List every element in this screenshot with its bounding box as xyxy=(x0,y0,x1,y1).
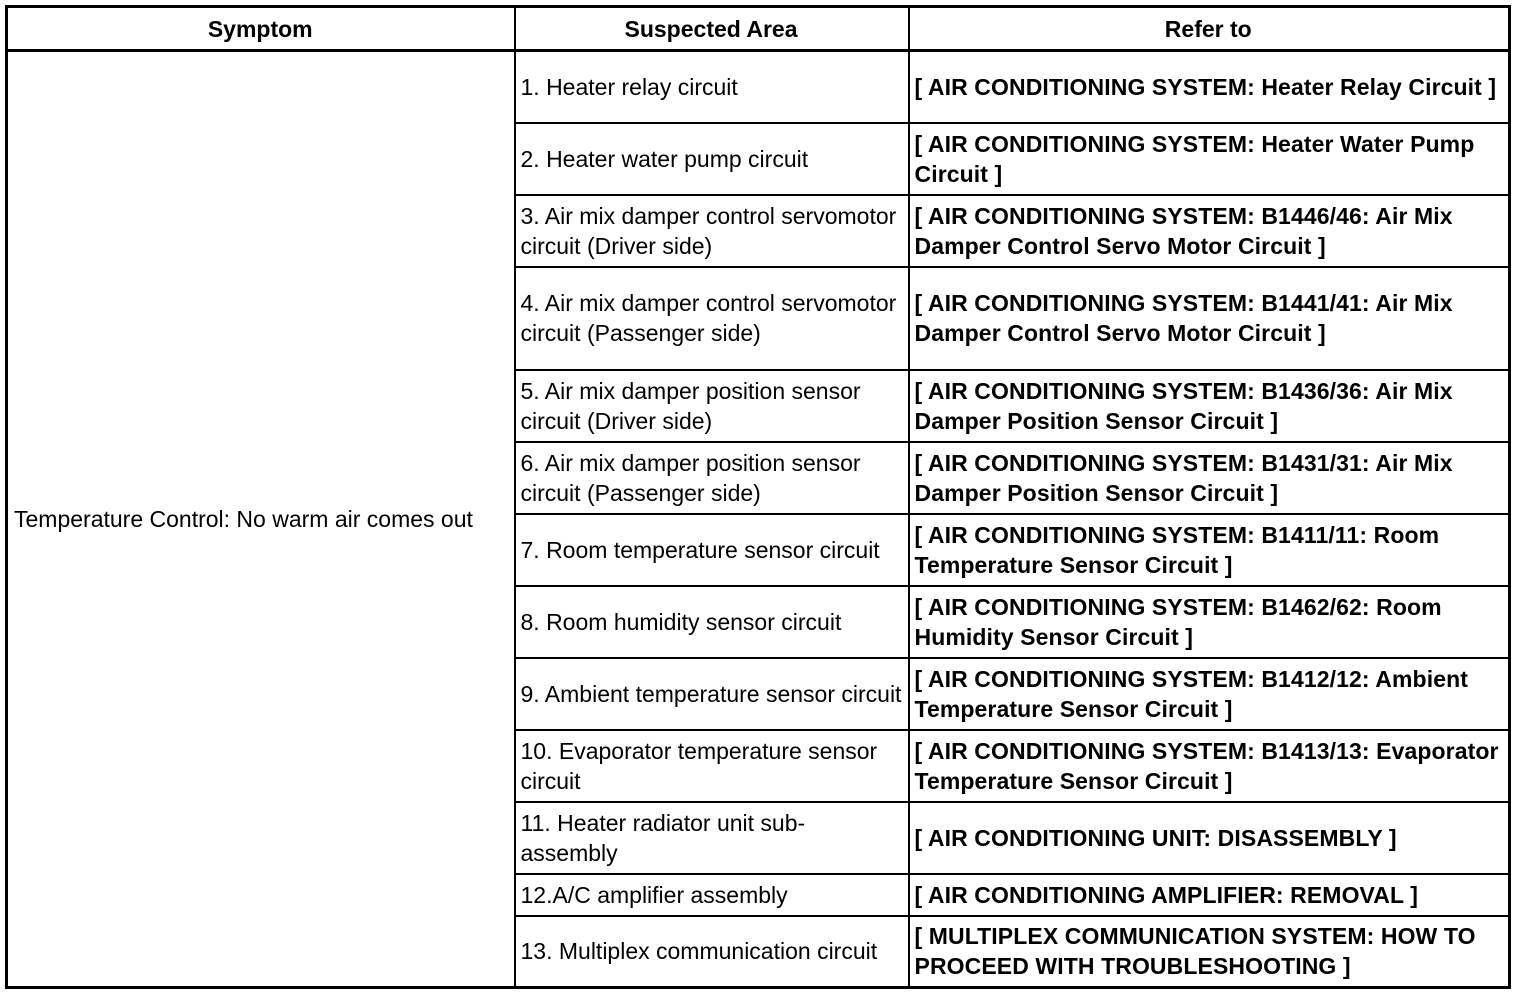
suspected-area-cell: 4. Air mix damper control servomotor circuit (Passenger side) xyxy=(515,267,909,370)
suspected-area-cell: 12.A/C amplifier assembly xyxy=(515,874,909,916)
refer-link[interactable]: [ AIR CONDITIONING AMPLIFIER: REMOVAL ] xyxy=(909,874,1510,916)
header-symptom: Symptom xyxy=(7,7,515,51)
table-row xyxy=(7,51,1510,123)
refer-link[interactable]: [ AIR CONDITIONING SYSTEM: B1411/11: Room Temperature Sensor Circuit ] xyxy=(909,514,1510,586)
refer-link[interactable]: [ AIR CONDITIONING SYSTEM: B1441/41: Air Mix Damper Control Servo Motor Circuit ] xyxy=(909,267,1510,370)
refer-link[interactable]: [ AIR CONDITIONING UNIT: DISASSEMBLY ] xyxy=(909,802,1510,874)
refer-link[interactable]: [ MULTIPLEX COMMUNICATION SYSTEM: HOW TO PROCEED WITH TROUBLESHOOTING ] xyxy=(909,916,1510,988)
suspected-area-cell: 13. Multiplex communication circuit xyxy=(515,916,909,988)
suspected-area-cell: 10. Evaporator temperature sensor circuit xyxy=(515,730,909,802)
header-refer-to: Refer to xyxy=(909,7,1510,51)
suspected-area-cell: 1. Heater relay circuit xyxy=(515,51,909,123)
suspected-area-cell: 8. Room humidity sensor circuit xyxy=(515,586,909,658)
troubleshooting-table-container xyxy=(5,5,1508,989)
refer-link[interactable]: [ AIR CONDITIONING SYSTEM: B1462/62: Room Humidity Sensor Circuit ] xyxy=(909,586,1510,658)
suspected-area-cell: 9. Ambient temperature sensor circuit xyxy=(515,658,909,730)
suspected-area-cell: 6. Air mix damper position sensor circuit (Passenger side) xyxy=(515,442,909,514)
troubleshooting-table xyxy=(5,5,1511,989)
symptom-cell: Temperature Control: No warm air comes out xyxy=(7,51,515,988)
header-suspected-area: Suspected Area xyxy=(515,7,909,51)
header-row xyxy=(7,7,1510,51)
refer-link[interactable]: [ AIR CONDITIONING SYSTEM: Heater Relay Circuit ] xyxy=(909,51,1510,123)
refer-link[interactable]: [ AIR CONDITIONING SYSTEM: B1436/36: Air Mix Damper Position Sensor Circuit ] xyxy=(909,370,1510,442)
suspected-area-cell: 2. Heater water pump circuit xyxy=(515,123,909,195)
refer-link[interactable]: [ AIR CONDITIONING SYSTEM: B1446/46: Air Mix Damper Control Servo Motor Circuit ] xyxy=(909,195,1510,267)
refer-link[interactable]: [ AIR CONDITIONING SYSTEM: B1412/12: Ambient Temperature Sensor Circuit ] xyxy=(909,658,1510,730)
refer-link[interactable]: [ AIR CONDITIONING SYSTEM: B1431/31: Air Mix Damper Position Sensor Circuit ] xyxy=(909,442,1510,514)
refer-link[interactable]: [ AIR CONDITIONING SYSTEM: B1413/13: Evaporator Temperature Sensor Circuit ] xyxy=(909,730,1510,802)
suspected-area-cell: 5. Air mix damper position sensor circuit (Driver side) xyxy=(515,370,909,442)
refer-link[interactable]: [ AIR CONDITIONING SYSTEM: Heater Water Pump Circuit ] xyxy=(909,123,1510,195)
suspected-area-cell: 7. Room temperature sensor circuit xyxy=(515,514,909,586)
suspected-area-cell: 11. Heater radiator unit sub-assembly xyxy=(515,802,909,874)
suspected-area-cell: 3. Air mix damper control servomotor circuit (Driver side) xyxy=(515,195,909,267)
